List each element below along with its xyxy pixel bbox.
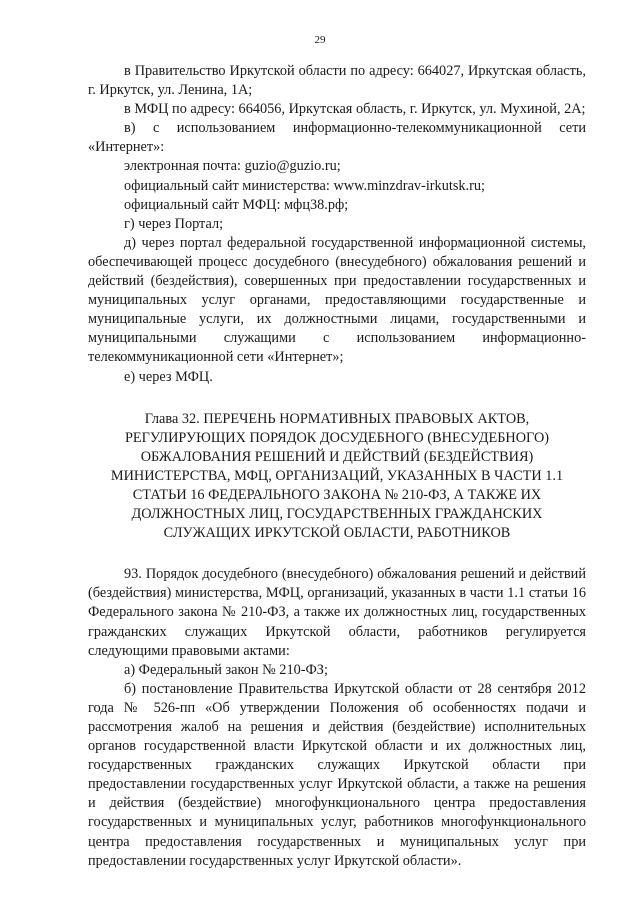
paragraph-email: электронная почта: guzio@guzio.ru; — [124, 158, 341, 175]
paragraph-portal: г) через Портал; — [124, 215, 224, 232]
chapter-heading-line: СТАТЬИ 16 ФЕДЕРАЛЬНОГО ЗАКОНА № 210-ФЗ, А ТАКЖЕ ИХ — [132, 486, 542, 503]
paragraph-mfc-address: в МФЦ по адресу: 664056, Иркутская область, г. Иркутск, ул. Мухиной, 2А; — [124, 101, 586, 118]
paragraph-93-intro: 93. Порядок досудебного (внесудебного) обжалования решений и действий (бездействия) министерства, МФЦ, организаций, указанных в части 1.1 статьи 16 Федерального закона № 210-ФЗ, а также их должностных лиц, государственных гражданских служащих Иркутской области, работников регулируется следующими правовыми актами: — [88, 566, 586, 659]
paragraph-federal-portal: д) через портал федеральной государственной информационной системы, обеспечивающей процесс досудебного (внесудебного) обжалования решений и действий (бездействия), совершенных при предоставлении государственных и муниципальных услуг органами, предоставляющими государственные и муниципальные услуги, их должностными лицами, государственными и муниципальными служащими с использованием информационно-телекоммуникационной сети «Интернет»; — [88, 234, 586, 366]
paragraph-government-address: в Правительство Иркутской области по адресу: 664027, Иркутская область, г. Иркутск, ул. Ленина, 1А; — [88, 63, 586, 99]
chapter-heading-line: РЕГУЛИРУЮЩИХ ПОРЯДОК ДОСУДЕБНОГО (ВНЕСУДЕБНОГО) — [124, 429, 550, 446]
paragraph-ministry-site: официальный сайт министерства: www.minzdrav-irkutsk.ru; — [124, 177, 485, 194]
chapter-heading-line: ДОЛЖНОСТНЫХ ЛИЦ, ГОСУДАРСТВЕННЫХ ГРАЖДАНСКИХ — [131, 506, 543, 523]
paragraph-93-item-b: б) постановление Правительства Иркутской области от 28 сентября 2012 года № 526-пп «Об утверждении Положения об особенностях подачи и рассмотрения жалоб на решения и действия (бездействие) исполнительных органов государственной власти Иркутской области и их должностных лиц, государственных гражданских служащих Иркутской области при предоставлении государственных услуг Иркутской области, а также на решения и действия (бездействие) многофункционального центра предоставления государственных и муниципальных услуг, работников многофункционального центра предоставления государственных и муниципальных услуг при предоставлении государственных услуг Иркутской области». — [88, 680, 586, 869]
document-body — [88, 62, 586, 871]
paragraph-via-mfc: е) через МФЦ. — [124, 368, 213, 385]
chapter-heading-line: МИНИСТЕРСТВА, МФЦ, ОРГАНИЗАЦИЙ, УКАЗАННЫХ В ЧАСТИ 1.1 — [110, 467, 564, 484]
chapter-heading — [88, 410, 586, 544]
chapter-heading-line: СЛУЖАЩИХ ИРКУТСКОЙ ОБЛАСТИ, РАБОТНИКОВ — [163, 525, 511, 542]
paragraph-internet: в) с использованием информационно-телекоммуникационной сети «Интернет»: — [88, 120, 586, 156]
chapter-heading-line: ОБЖАЛОВАНИЯ РЕШЕНИЙ И ДЕЙСТВИЙ (БЕЗДЕЙСТВИЯ) — [140, 448, 534, 465]
page-number: 29 — [314, 34, 326, 46]
paragraph-93-item-a: а) Федеральный закон № 210-ФЗ; — [124, 661, 328, 678]
chapter-heading-line: Глава 32. ПЕРЕЧЕНЬ НОРМАТИВНЫХ ПРАВОВЫХ АКТОВ, — [144, 410, 530, 427]
paragraph-mfc-site: официальный сайт МФЦ: мфц38.рф; — [124, 196, 349, 213]
